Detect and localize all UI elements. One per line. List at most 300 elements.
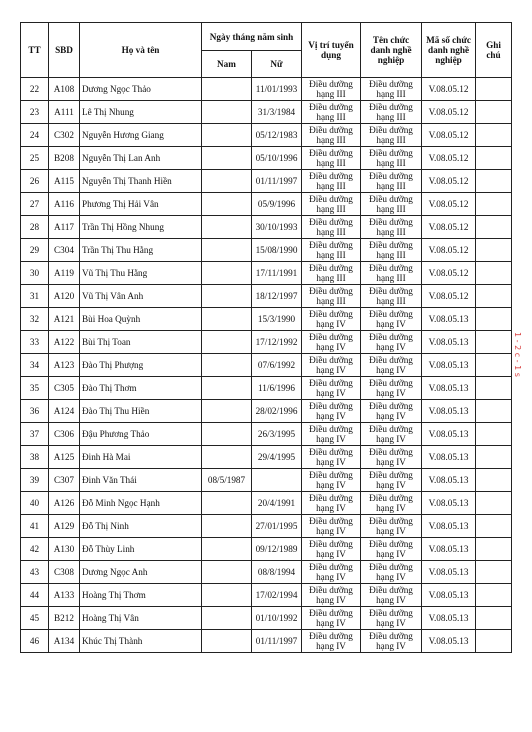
cell-note <box>476 607 512 630</box>
cell-title <box>361 285 422 308</box>
title-line1: Điều dưỡng <box>369 562 413 572</box>
title-line2: hạng IV <box>376 503 406 513</box>
title-line2: hạng IV <box>376 572 406 582</box>
cell-dob-male <box>202 147 252 170</box>
header-title: Tên chức danh nghề nghiệp <box>361 23 422 78</box>
title-line1: Điều dưỡng <box>369 263 413 273</box>
cell-dob-female: 26/3/1995 <box>252 423 302 446</box>
cell-sbd: C302 <box>49 124 80 147</box>
title-line1: Điều dưỡng <box>369 401 413 411</box>
cell-note <box>476 469 512 492</box>
cell-position <box>302 239 361 262</box>
cell-tt: 22 <box>21 78 49 101</box>
table-row <box>21 124 512 147</box>
position-line2: hạng III <box>316 273 346 283</box>
cell-dob-male <box>202 354 252 377</box>
cell-title <box>361 124 422 147</box>
cell-tt: 46 <box>21 630 49 653</box>
cell-dob-male <box>202 446 252 469</box>
table-row <box>21 147 512 170</box>
cell-position <box>302 630 361 653</box>
title-line1: Điều dưỡng <box>369 516 413 526</box>
cell-code: V.08.05.13 <box>422 423 476 446</box>
title-line1: Điều dưỡng <box>369 194 413 204</box>
cell-dob-female: 17/02/1994 <box>252 584 302 607</box>
cell-code: V.08.05.12 <box>422 124 476 147</box>
cell-position <box>302 492 361 515</box>
cell-title <box>361 262 422 285</box>
cell-tt: 31 <box>21 285 49 308</box>
cell-code: V.08.05.12 <box>422 101 476 124</box>
title-line1: Điều dưỡng <box>369 447 413 457</box>
cell-sbd: C308 <box>49 561 80 584</box>
cell-tt: 38 <box>21 446 49 469</box>
title-line2: hạng IV <box>376 641 406 651</box>
cell-tt: 25 <box>21 147 49 170</box>
cell-dob-female: 18/12/1997 <box>252 285 302 308</box>
position-line2: hạng IV <box>316 457 346 467</box>
header-position: Vị trí tuyển dụng <box>302 23 361 78</box>
title-line1: Điều dưỡng <box>369 631 413 641</box>
title-line1: Điều dưỡng <box>369 585 413 595</box>
cell-tt: 24 <box>21 124 49 147</box>
cell-dob-male <box>202 584 252 607</box>
cell-position <box>302 584 361 607</box>
cell-sbd: C305 <box>49 377 80 400</box>
table-row <box>21 331 512 354</box>
title-line2: hạng IV <box>376 549 406 559</box>
cell-sbd: A124 <box>49 400 80 423</box>
title-line2: hạng IV <box>376 618 406 628</box>
position-line2: hạng IV <box>316 388 346 398</box>
header-row-top <box>21 23 512 51</box>
cell-dob-female: 09/12/1989 <box>252 538 302 561</box>
header-name: Họ và tên <box>80 23 202 78</box>
position-line2: hạng IV <box>316 365 346 375</box>
cell-sbd: A117 <box>49 216 80 239</box>
position-line2: hạng IV <box>316 641 346 651</box>
header-dob-female: Nữ <box>252 51 302 78</box>
cell-dob-female: 30/10/1993 <box>252 216 302 239</box>
cell-tt: 40 <box>21 492 49 515</box>
cell-title <box>361 584 422 607</box>
cell-dob-male <box>202 124 252 147</box>
cell-dob-male <box>202 423 252 446</box>
header-dob-male: Nam <box>202 51 252 78</box>
cell-code: V.08.05.13 <box>422 561 476 584</box>
cell-title <box>361 101 422 124</box>
cell-tt: 30 <box>21 262 49 285</box>
position-line2: hạng III <box>316 296 346 306</box>
cell-dob-female: 31/3/1984 <box>252 101 302 124</box>
cell-title <box>361 469 422 492</box>
header-sbd: SBD <box>49 23 80 78</box>
cell-sbd: A130 <box>49 538 80 561</box>
title-line2: hạng III <box>376 181 406 191</box>
cell-dob-female: 20/4/1991 <box>252 492 302 515</box>
title-line1: Điều dưỡng <box>369 309 413 319</box>
header-tt: TT <box>21 23 49 78</box>
cell-name: Trần Thị Hồng Nhung <box>80 216 202 239</box>
cell-tt: 29 <box>21 239 49 262</box>
cell-sbd: A123 <box>49 354 80 377</box>
cell-note <box>476 78 512 101</box>
cell-note <box>476 584 512 607</box>
cell-name: Đỗ Thị Ninh <box>80 515 202 538</box>
cell-name: Lê Thị Nhung <box>80 101 202 124</box>
cell-title <box>361 354 422 377</box>
position-line2: hạng III <box>316 89 346 99</box>
table-row <box>21 469 512 492</box>
cell-title <box>361 239 422 262</box>
cell-position <box>302 262 361 285</box>
cell-position <box>302 170 361 193</box>
cell-tt: 45 <box>21 607 49 630</box>
title-line2: hạng IV <box>376 595 406 605</box>
cell-name: Phương Thị Hải Vân <box>80 193 202 216</box>
title-line2: hạng IV <box>376 411 406 421</box>
cell-name: Bùi Thị Toan <box>80 331 202 354</box>
title-line2: hạng IV <box>376 480 406 490</box>
cell-position <box>302 285 361 308</box>
cell-name: Dương Ngọc Thảo <box>80 78 202 101</box>
title-line2: hạng IV <box>376 365 406 375</box>
cell-dob-female: 01/10/1992 <box>252 607 302 630</box>
position-line1: Điều dưỡng <box>309 539 353 549</box>
position-line1: Điều dưỡng <box>309 447 353 457</box>
cell-sbd: A111 <box>49 101 80 124</box>
cell-code: V.08.05.12 <box>422 193 476 216</box>
title-line2: hạng IV <box>376 457 406 467</box>
cell-dob-male <box>202 193 252 216</box>
cell-position <box>302 101 361 124</box>
cell-dob-female: 17/12/1992 <box>252 331 302 354</box>
cell-dob-female: 05/9/1996 <box>252 193 302 216</box>
cell-name: Vũ Thị Vân Anh <box>80 285 202 308</box>
title-line2: hạng IV <box>376 434 406 444</box>
cell-name: Đỗ Minh Ngọc Hạnh <box>80 492 202 515</box>
cell-title <box>361 446 422 469</box>
cell-name: Nguyễn Thị Thanh Hiền <box>80 170 202 193</box>
cell-dob-male <box>202 561 252 584</box>
cell-position <box>302 354 361 377</box>
position-line2: hạng III <box>316 112 346 122</box>
cell-name: Đào Thị Phượng <box>80 354 202 377</box>
cell-dob-male <box>202 216 252 239</box>
cell-name: Khúc Thị Thành <box>80 630 202 653</box>
cell-dob-male <box>202 630 252 653</box>
position-line1: Điều dưỡng <box>309 125 353 135</box>
position-line2: hạng IV <box>316 503 346 513</box>
position-line1: Điều dưỡng <box>309 401 353 411</box>
cell-sbd: B208 <box>49 147 80 170</box>
position-line1: Điều dưỡng <box>309 585 353 595</box>
cell-note <box>476 377 512 400</box>
cell-sbd: A125 <box>49 446 80 469</box>
position-line2: hạng IV <box>316 572 346 582</box>
position-line2: hạng IV <box>316 480 346 490</box>
table-row <box>21 630 512 653</box>
cell-position <box>302 515 361 538</box>
cell-dob-male <box>202 400 252 423</box>
cell-title <box>361 607 422 630</box>
cell-dob-male <box>202 170 252 193</box>
cell-dob-female: 11/01/1993 <box>252 78 302 101</box>
table-row <box>21 308 512 331</box>
cell-tt: 26 <box>21 170 49 193</box>
cell-sbd: A129 <box>49 515 80 538</box>
position-line2: hạng IV <box>316 319 346 329</box>
title-line1: Điều dưỡng <box>369 424 413 434</box>
cell-tt: 35 <box>21 377 49 400</box>
cell-dob-male <box>202 331 252 354</box>
cell-position <box>302 331 361 354</box>
position-line1: Điều dưỡng <box>309 378 353 388</box>
title-line2: hạng III <box>376 273 406 283</box>
cell-tt: 27 <box>21 193 49 216</box>
cell-dob-male <box>202 492 252 515</box>
title-line1: Điều dưỡng <box>369 286 413 296</box>
cell-code: V.08.05.13 <box>422 469 476 492</box>
title-line1: Điều dưỡng <box>369 125 413 135</box>
cell-note <box>476 538 512 561</box>
cell-dob-female: 05/12/1983 <box>252 124 302 147</box>
cell-note <box>476 239 512 262</box>
cell-sbd: A133 <box>49 584 80 607</box>
table-row <box>21 538 512 561</box>
title-line1: Điều dưỡng <box>369 148 413 158</box>
table-row <box>21 423 512 446</box>
cell-dob-male <box>202 538 252 561</box>
cell-title <box>361 377 422 400</box>
cell-dob-male <box>202 239 252 262</box>
table-row <box>21 377 512 400</box>
cell-note <box>476 354 512 377</box>
title-line1: Điều dưỡng <box>369 539 413 549</box>
cell-code: V.08.05.13 <box>422 331 476 354</box>
cell-tt: 43 <box>21 561 49 584</box>
position-line1: Điều dưỡng <box>309 562 353 572</box>
table-row <box>21 354 512 377</box>
cell-tt: 34 <box>21 354 49 377</box>
cell-code: V.08.05.12 <box>422 78 476 101</box>
header-dob: Ngày tháng năm sinh <box>202 23 302 51</box>
position-line2: hạng IV <box>316 342 346 352</box>
cell-tt: 32 <box>21 308 49 331</box>
position-line1: Điều dưỡng <box>309 631 353 641</box>
cell-name: Vũ Thị Thu Hằng <box>80 262 202 285</box>
cell-sbd: A126 <box>49 492 80 515</box>
position-line2: hạng IV <box>316 526 346 536</box>
cell-name: Trần Thị Thu Hằng <box>80 239 202 262</box>
position-line1: Điều dưỡng <box>309 355 353 365</box>
cell-title <box>361 308 422 331</box>
cell-sbd: A134 <box>49 630 80 653</box>
position-line1: Điều dưỡng <box>309 608 353 618</box>
cell-code: V.08.05.12 <box>422 147 476 170</box>
position-line2: hạng IV <box>316 549 346 559</box>
title-line2: hạng III <box>376 296 406 306</box>
cell-code: V.08.05.12 <box>422 239 476 262</box>
cell-code: V.08.05.12 <box>422 216 476 239</box>
cell-code: V.08.05.13 <box>422 377 476 400</box>
cell-title <box>361 193 422 216</box>
position-line2: hạng IV <box>316 618 346 628</box>
cell-sbd: A121 <box>49 308 80 331</box>
cell-code: V.08.05.13 <box>422 584 476 607</box>
cell-position <box>302 377 361 400</box>
position-line2: hạng III <box>316 204 346 214</box>
position-line1: Điều dưỡng <box>309 171 353 181</box>
table-row <box>21 262 512 285</box>
position-line1: Điều dưỡng <box>309 79 353 89</box>
cell-sbd: A119 <box>49 262 80 285</box>
cell-title <box>361 331 422 354</box>
title-line2: hạng III <box>376 89 406 99</box>
table-row <box>21 193 512 216</box>
position-line1: Điều dưỡng <box>309 424 353 434</box>
cell-note <box>476 193 512 216</box>
cell-tt: 42 <box>21 538 49 561</box>
cell-dob-female: 01/11/1997 <box>252 170 302 193</box>
title-line2: hạng IV <box>376 526 406 536</box>
cell-sbd: A108 <box>49 78 80 101</box>
cell-note <box>476 423 512 446</box>
cell-dob-male <box>202 607 252 630</box>
cell-title <box>361 400 422 423</box>
cell-dob-female: 08/8/1994 <box>252 561 302 584</box>
title-line2: hạng IV <box>376 342 406 352</box>
title-line2: hạng IV <box>376 388 406 398</box>
title-line1: Điều dưỡng <box>369 470 413 480</box>
cell-sbd: A116 <box>49 193 80 216</box>
cell-tt: 36 <box>21 400 49 423</box>
cell-name: Đinh Văn Thái <box>80 469 202 492</box>
title-line1: Điều dưỡng <box>369 79 413 89</box>
title-line1: Điều dưỡng <box>369 240 413 250</box>
cell-tt: 28 <box>21 216 49 239</box>
title-line2: hạng III <box>376 112 406 122</box>
cell-note <box>476 400 512 423</box>
position-line2: hạng III <box>316 158 346 168</box>
cell-code: V.08.05.13 <box>422 630 476 653</box>
cell-dob-female <box>252 469 302 492</box>
title-line1: Điều dưỡng <box>369 608 413 618</box>
cell-sbd: C304 <box>49 239 80 262</box>
position-line1: Điều dưỡng <box>309 217 353 227</box>
table-row <box>21 170 512 193</box>
cell-note <box>476 147 512 170</box>
table-row <box>21 515 512 538</box>
title-line2: hạng III <box>376 204 406 214</box>
cell-dob-female: 29/4/1995 <box>252 446 302 469</box>
cell-note <box>476 262 512 285</box>
table-row <box>21 561 512 584</box>
cell-dob-male: 08/5/1987 <box>202 469 252 492</box>
cell-tt: 44 <box>21 584 49 607</box>
position-line2: hạng IV <box>316 595 346 605</box>
cell-dob-female: 15/08/1990 <box>252 239 302 262</box>
cell-note <box>476 170 512 193</box>
cell-position <box>302 78 361 101</box>
header-note: Ghi chú <box>476 23 512 78</box>
position-line1: Điều dưỡng <box>309 102 353 112</box>
candidate-table <box>20 22 512 653</box>
title-line1: Điều dưỡng <box>369 102 413 112</box>
position-line1: Điều dưỡng <box>309 309 353 319</box>
cell-code: V.08.05.13 <box>422 400 476 423</box>
title-line1: Điều dưỡng <box>369 217 413 227</box>
title-line1: Điều dưỡng <box>369 171 413 181</box>
cell-dob-female: 17/11/1991 <box>252 262 302 285</box>
cell-dob-male <box>202 377 252 400</box>
cell-position <box>302 469 361 492</box>
position-line2: hạng III <box>316 250 346 260</box>
position-line1: Điều dưỡng <box>309 332 353 342</box>
cell-note <box>476 285 512 308</box>
position-line2: hạng IV <box>316 411 346 421</box>
table-row <box>21 101 512 124</box>
cell-note <box>476 308 512 331</box>
table-row <box>21 78 512 101</box>
cell-code: V.08.05.12 <box>422 262 476 285</box>
cell-position <box>302 308 361 331</box>
table-row <box>21 446 512 469</box>
cell-position <box>302 193 361 216</box>
title-line2: hạng IV <box>376 319 406 329</box>
table-row <box>21 239 512 262</box>
cell-position <box>302 538 361 561</box>
cell-name: Đậu Phương Thảo <box>80 423 202 446</box>
cell-position <box>302 607 361 630</box>
cell-name: Dương Ngọc Anh <box>80 561 202 584</box>
cell-sbd: C307 <box>49 469 80 492</box>
cell-tt: 33 <box>21 331 49 354</box>
cell-sbd: A122 <box>49 331 80 354</box>
table-body <box>21 78 512 653</box>
position-line1: Điều dưỡng <box>309 470 353 480</box>
table-row <box>21 216 512 239</box>
cell-name: Nguyễn Thị Lan Anh <box>80 147 202 170</box>
title-line2: hạng III <box>376 227 406 237</box>
cell-tt: 39 <box>21 469 49 492</box>
cell-title <box>361 630 422 653</box>
cell-tt: 41 <box>21 515 49 538</box>
cell-title <box>361 492 422 515</box>
position-line2: hạng III <box>316 227 346 237</box>
cell-code: V.08.05.13 <box>422 538 476 561</box>
cell-code: V.08.05.13 <box>422 308 476 331</box>
position-line1: Điều dưỡng <box>309 148 353 158</box>
cell-note <box>476 515 512 538</box>
cell-sbd: A120 <box>49 285 80 308</box>
cell-dob-male <box>202 308 252 331</box>
margin-mark: 1 - 2 c - 1 s <box>513 332 522 377</box>
cell-dob-male <box>202 515 252 538</box>
cell-code: V.08.05.13 <box>422 354 476 377</box>
cell-dob-female: 01/11/1997 <box>252 630 302 653</box>
cell-note <box>476 630 512 653</box>
cell-name: Nguyễn Hương Giang <box>80 124 202 147</box>
cell-position <box>302 561 361 584</box>
cell-code: V.08.05.12 <box>422 285 476 308</box>
cell-position <box>302 147 361 170</box>
cell-note <box>476 216 512 239</box>
cell-name: Đào Thị Thơm <box>80 377 202 400</box>
title-line1: Điều dưỡng <box>369 378 413 388</box>
cell-sbd: C306 <box>49 423 80 446</box>
position-line2: hạng III <box>316 135 346 145</box>
